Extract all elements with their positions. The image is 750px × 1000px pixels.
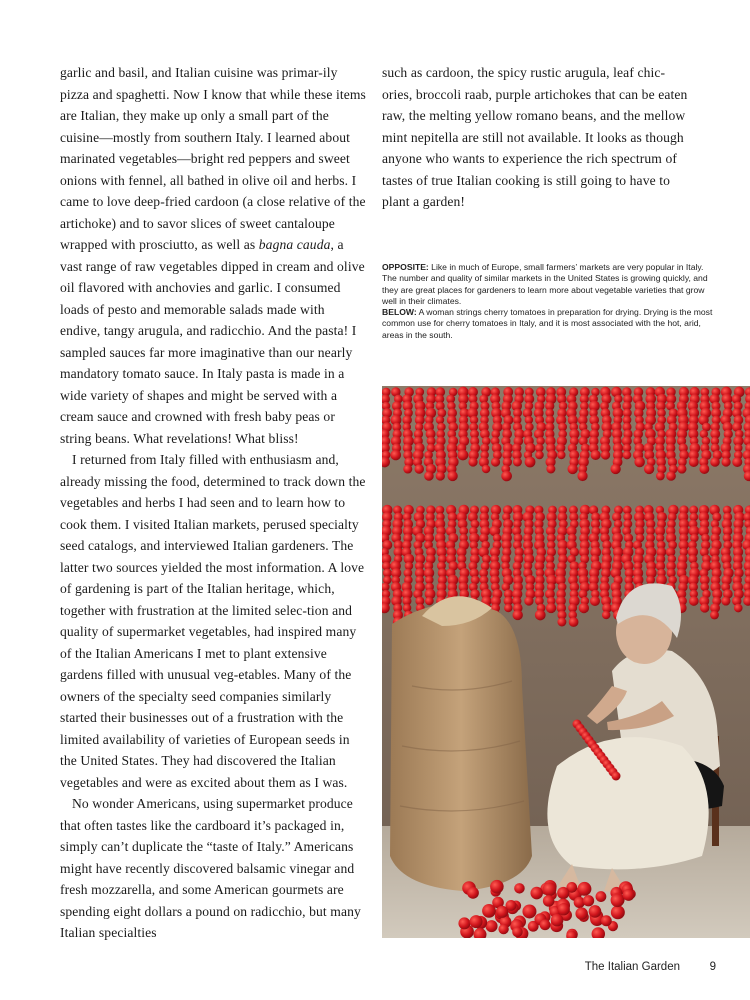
paragraph-2: I returned from Italy filled with enthusiasm and, already missing the food, determined to track down the vegetables and herbs I had seen and to learn how to cook them. I visited Italian markets, perused specialty seed catalogs, and interviewed Italian gardeners. The latter two sources yielded the most information. A love of gardening is part of the Italian heritage, which, together with frustration at the limited selec-tion and quality of supermarket vegetables, had inspired many of the Italian Americans I met to plant extensive gardens filled with unusual veg-etables. Many of the owners of the specialty seed companies similarly started their businesses out of a frustration with the limited availability of varieties of European seeds in the United States. They had discovered the Italian vegetables and were as excited about them as I was. [60,452,366,790]
paragraph-1-text-cont: , a vast range of raw vegetables dipped in cream and olive oil flavored with anchovies and garlic. I consumed loads of pesto and memorable salads made with endive, tangy arugula, and radicchio. And the pasta! I sampled sauces far more imaginative than our nearly mandatory tomato sauce. In Italy pasta is made in a wide variety of shapes and might be served with a cream sauce and crowned with fresh baby peas or string beans. What revelations! What bliss! [60,237,365,446]
paragraph-continued: such as cardoon, the spicy rustic arugula, leaf chic-ories, broccoli raab, purple artichokes that can be eaten raw, the melting yellow romano beans, and the mellow mint nepitella are still not available. It looks as though anyone who wants to experience the rich spectrum of tastes of true Italian cooking is still going to have to plant a garden! [382,65,688,209]
caption-label-below: BELOW: [382,307,417,318]
page-footer [0,961,750,977]
body-text-left-column [60,62,368,944]
caption-label-opposite: OPPOSITE: [382,262,429,272]
caption-below [382,307,717,341]
photo-caption [382,262,717,341]
page-number: 9 [709,961,716,973]
caption-opposite [382,262,717,307]
paragraph-1-text: garlic and basil, and Italian cuisine was primar-ily pizza and spaghetti. Now I know that while these items are Italian, they make up only a small part of the cuisine—mostly from southern Italy. I learned about marinated vegetables—bright red peppers and sweet onions with fennel, all bathed in olive oil and herbs. I came to love deep-fried cardoon (a close relative of the artichoke) and to savor slices of sweet cantaloupe wrapped with prosciutto, as well as [60,65,366,252]
tomato-drying-photo [382,386,750,938]
running-footer-title: The Italian Garden [584,961,680,973]
caption-text-below: A woman strings cherry tomatoes in preparation for drying. Drying is the most common use for cherry tomatoes in Italy, and it is most associated with the hot, arid, areas in the south. [382,307,713,340]
caption-text-opposite: Like in much of Europe, small farmers’ markets are very popular in Italy. The number and quality of similar markets in the United States is growing quickly, and they are great places for gardeners to learn more about vegetable varieties that grow well in their climates. [382,262,708,306]
italic-term: bagna cauda [258,237,331,252]
paragraph-3: No wonder Americans, using supermarket produce that often tastes like the cardboard it’s packaged in, simply can’t duplicate the “taste of Italy.” Americans might have recently discovered balsamic vinegar and fresh mozzarella, and some American gourmets are spending eight dollars a pound on radicchio, but many Italian specialties [60,796,361,940]
paragraph-1 [60,62,368,449]
body-text-right-column [382,62,692,213]
